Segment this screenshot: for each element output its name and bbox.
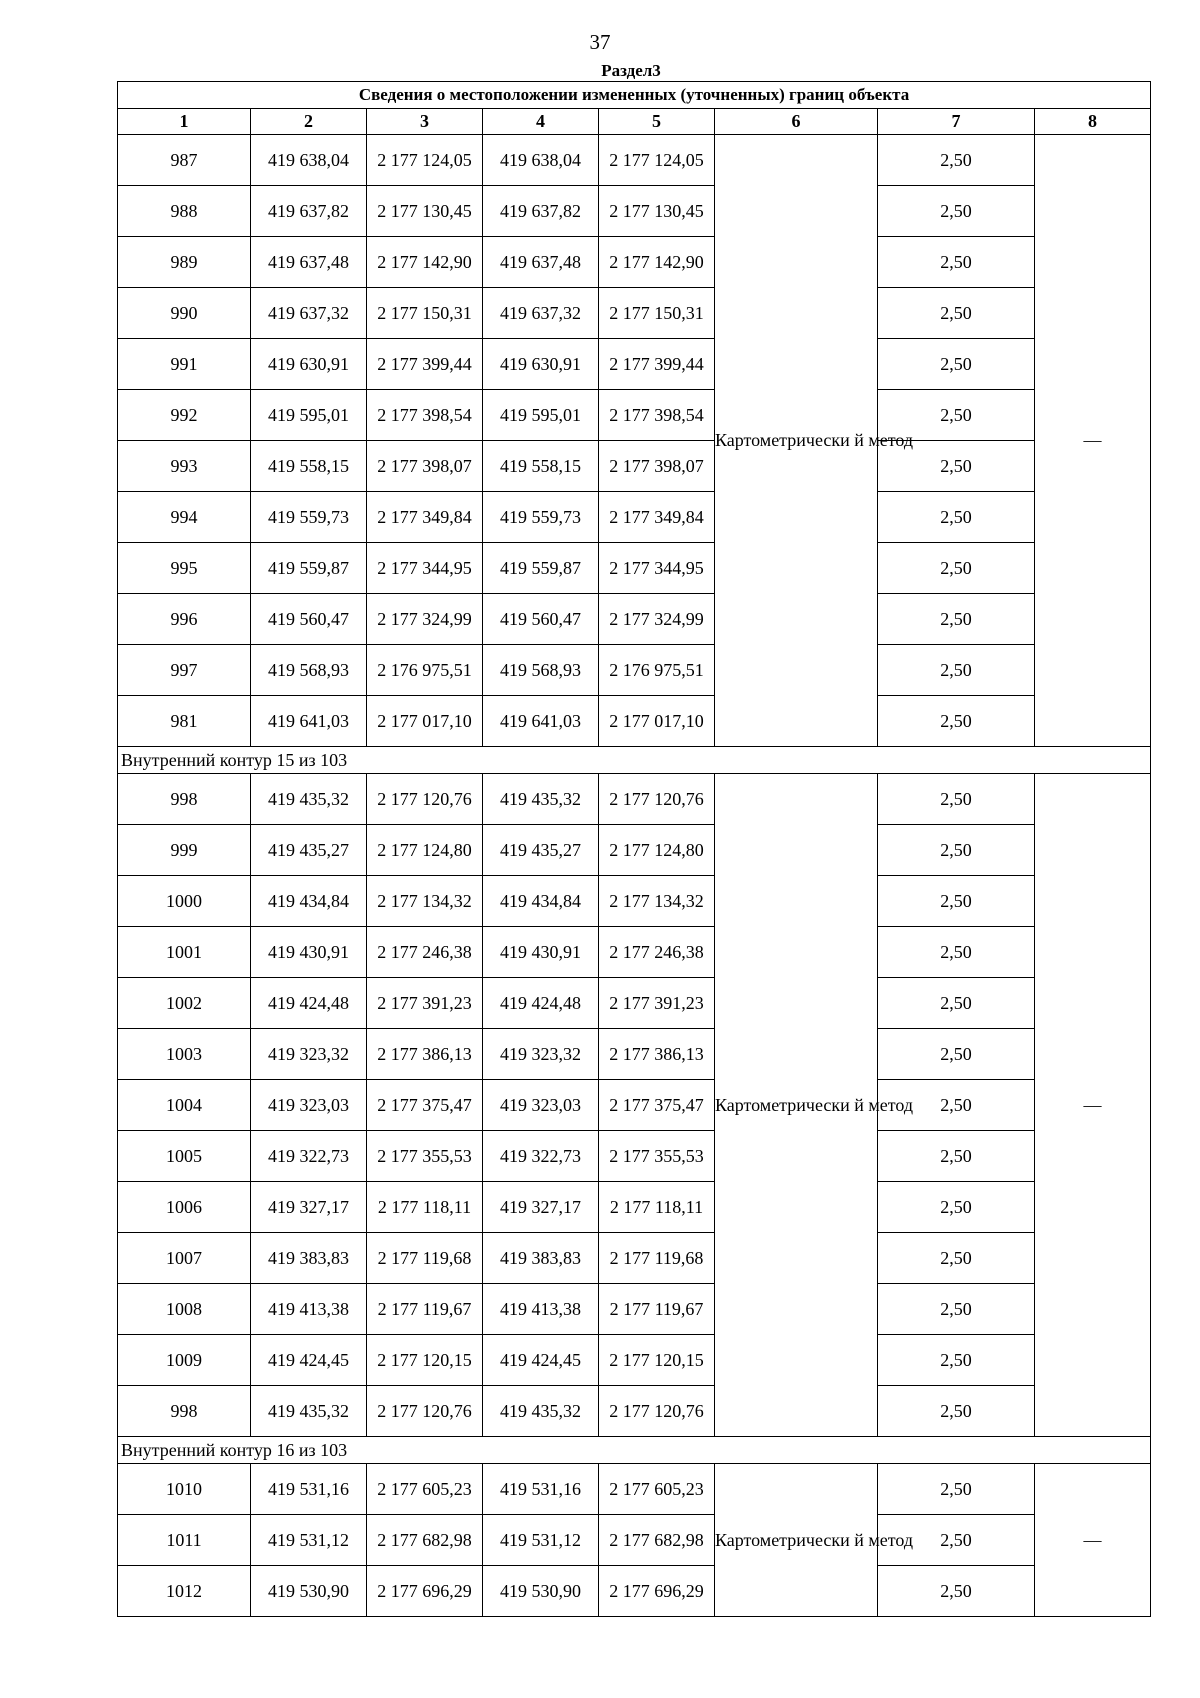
method-cell: Картометрически й метод bbox=[715, 774, 878, 1437]
y-new-cell: 2 177 017,10 bbox=[599, 696, 715, 747]
precision-cell: 2,50 bbox=[878, 1284, 1035, 1335]
y-old-cell: 2 177 391,23 bbox=[367, 978, 483, 1029]
point-number-cell: 1000 bbox=[118, 876, 251, 927]
table-row bbox=[118, 927, 1151, 978]
precision-cell: 2,50 bbox=[878, 876, 1035, 927]
x-old-cell: 419 322,73 bbox=[251, 1131, 367, 1182]
x-new-cell: 419 430,91 bbox=[483, 927, 599, 978]
y-old-cell: 2 177 120,15 bbox=[367, 1335, 483, 1386]
x-new-cell: 419 530,90 bbox=[483, 1566, 599, 1617]
y-old-cell: 2 177 386,13 bbox=[367, 1029, 483, 1080]
point-number-cell: 998 bbox=[118, 1386, 251, 1437]
y-old-cell: 2 177 398,07 bbox=[367, 441, 483, 492]
x-new-cell: 419 435,32 bbox=[483, 1386, 599, 1437]
precision-cell: 2,50 bbox=[878, 774, 1035, 825]
point-number-cell: 987 bbox=[118, 135, 251, 186]
x-old-cell: 419 531,12 bbox=[251, 1515, 367, 1566]
x-new-cell: 419 637,82 bbox=[483, 186, 599, 237]
point-number-cell: 990 bbox=[118, 288, 251, 339]
page-number: 37 bbox=[589, 30, 611, 54]
contour-label-row bbox=[118, 1437, 1151, 1464]
y-new-cell: 2 177 349,84 bbox=[599, 492, 715, 543]
x-new-cell: 419 638,04 bbox=[483, 135, 599, 186]
y-old-cell: 2 177 349,84 bbox=[367, 492, 483, 543]
y-old-cell: 2 177 120,76 bbox=[367, 1386, 483, 1437]
x-new-cell: 419 413,38 bbox=[483, 1284, 599, 1335]
y-new-cell: 2 177 399,44 bbox=[599, 339, 715, 390]
x-old-cell: 419 558,15 bbox=[251, 441, 367, 492]
precision-cell: 2,50 bbox=[878, 390, 1035, 441]
x-old-cell: 419 413,38 bbox=[251, 1284, 367, 1335]
x-new-cell: 419 559,73 bbox=[483, 492, 599, 543]
point-number-cell: 989 bbox=[118, 237, 251, 288]
table-row bbox=[118, 237, 1151, 288]
x-new-cell: 419 637,32 bbox=[483, 288, 599, 339]
x-old-cell: 419 323,32 bbox=[251, 1029, 367, 1080]
point-number-cell: 1001 bbox=[118, 927, 251, 978]
x-new-cell: 419 327,17 bbox=[483, 1182, 599, 1233]
section-label: Раздел3 bbox=[601, 61, 661, 80]
y-new-cell: 2 177 344,95 bbox=[599, 543, 715, 594]
precision-cell: 2,50 bbox=[878, 1335, 1035, 1386]
y-old-cell: 2 177 696,29 bbox=[367, 1566, 483, 1617]
x-old-cell: 419 435,32 bbox=[251, 774, 367, 825]
column-header: 2 bbox=[251, 109, 367, 135]
description-cell: — bbox=[1035, 135, 1151, 747]
table-row bbox=[118, 1182, 1151, 1233]
point-number-cell: 1004 bbox=[118, 1080, 251, 1131]
y-new-cell: 2 177 120,76 bbox=[599, 1386, 715, 1437]
y-new-cell: 2 177 398,07 bbox=[599, 441, 715, 492]
precision-cell: 2,50 bbox=[878, 186, 1035, 237]
y-old-cell: 2 177 682,98 bbox=[367, 1515, 483, 1566]
x-new-cell: 419 630,91 bbox=[483, 339, 599, 390]
point-number-cell: 1006 bbox=[118, 1182, 251, 1233]
x-new-cell: 419 424,45 bbox=[483, 1335, 599, 1386]
precision-cell: 2,50 bbox=[878, 441, 1035, 492]
precision-cell: 2,50 bbox=[878, 339, 1035, 390]
table-row bbox=[118, 1080, 1151, 1131]
precision-cell: 2,50 bbox=[878, 645, 1035, 696]
y-old-cell: 2 177 324,99 bbox=[367, 594, 483, 645]
x-new-cell: 419 424,48 bbox=[483, 978, 599, 1029]
point-number-cell: 1002 bbox=[118, 978, 251, 1029]
y-old-cell: 2 177 017,10 bbox=[367, 696, 483, 747]
x-new-cell: 419 559,87 bbox=[483, 543, 599, 594]
point-number-cell: 994 bbox=[118, 492, 251, 543]
precision-cell: 2,50 bbox=[878, 237, 1035, 288]
point-number-cell: 1011 bbox=[118, 1515, 251, 1566]
contour-label: Внутренний контур 16 из 103 bbox=[118, 1437, 1151, 1464]
precision-cell: 2,50 bbox=[878, 696, 1035, 747]
table-row bbox=[118, 825, 1151, 876]
table-row bbox=[118, 492, 1151, 543]
y-old-cell: 2 177 120,76 bbox=[367, 774, 483, 825]
x-new-cell: 419 641,03 bbox=[483, 696, 599, 747]
table-row bbox=[118, 876, 1151, 927]
point-number-cell: 996 bbox=[118, 594, 251, 645]
table-row bbox=[118, 696, 1151, 747]
table-body bbox=[118, 135, 1151, 1617]
precision-cell: 2,50 bbox=[878, 1182, 1035, 1233]
y-old-cell: 2 177 150,31 bbox=[367, 288, 483, 339]
x-new-cell: 419 560,47 bbox=[483, 594, 599, 645]
precision-cell: 2,50 bbox=[878, 1566, 1035, 1617]
table-row bbox=[118, 1029, 1151, 1080]
point-number-cell: 1007 bbox=[118, 1233, 251, 1284]
x-old-cell: 419 435,32 bbox=[251, 1386, 367, 1437]
y-new-cell: 2 177 119,67 bbox=[599, 1284, 715, 1335]
table-row bbox=[118, 339, 1151, 390]
table-row bbox=[118, 543, 1151, 594]
y-old-cell: 2 177 399,44 bbox=[367, 339, 483, 390]
y-old-cell: 2 177 134,32 bbox=[367, 876, 483, 927]
precision-cell: 2,50 bbox=[878, 1233, 1035, 1284]
x-old-cell: 419 435,27 bbox=[251, 825, 367, 876]
y-old-cell: 2 177 124,80 bbox=[367, 825, 483, 876]
x-new-cell: 419 568,93 bbox=[483, 645, 599, 696]
x-old-cell: 419 637,32 bbox=[251, 288, 367, 339]
y-old-cell: 2 177 124,05 bbox=[367, 135, 483, 186]
precision-cell: 2,50 bbox=[878, 135, 1035, 186]
table-row bbox=[118, 774, 1151, 825]
y-new-cell: 2 177 142,90 bbox=[599, 237, 715, 288]
x-new-cell: 419 435,27 bbox=[483, 825, 599, 876]
x-old-cell: 419 630,91 bbox=[251, 339, 367, 390]
y-old-cell: 2 177 142,90 bbox=[367, 237, 483, 288]
point-number-cell: 1012 bbox=[118, 1566, 251, 1617]
boundary-table bbox=[117, 81, 1151, 1617]
x-old-cell: 419 434,84 bbox=[251, 876, 367, 927]
table-row bbox=[118, 1335, 1151, 1386]
precision-cell: 2,50 bbox=[878, 978, 1035, 1029]
column-header: 5 bbox=[599, 109, 715, 135]
point-number-cell: 998 bbox=[118, 774, 251, 825]
precision-cell: 2,50 bbox=[878, 1464, 1035, 1515]
x-old-cell: 419 595,01 bbox=[251, 390, 367, 441]
x-new-cell: 419 637,48 bbox=[483, 237, 599, 288]
y-new-cell: 2 177 246,38 bbox=[599, 927, 715, 978]
y-new-cell: 2 177 118,11 bbox=[599, 1182, 715, 1233]
point-number-cell: 997 bbox=[118, 645, 251, 696]
y-old-cell: 2 176 975,51 bbox=[367, 645, 483, 696]
x-old-cell: 419 424,45 bbox=[251, 1335, 367, 1386]
y-old-cell: 2 177 355,53 bbox=[367, 1131, 483, 1182]
table-row bbox=[118, 135, 1151, 186]
x-old-cell: 419 327,17 bbox=[251, 1182, 367, 1233]
x-old-cell: 419 641,03 bbox=[251, 696, 367, 747]
table-row bbox=[118, 1386, 1151, 1437]
x-old-cell: 419 383,83 bbox=[251, 1233, 367, 1284]
y-new-cell: 2 177 355,53 bbox=[599, 1131, 715, 1182]
method-cell: Картометрически й метод bbox=[715, 135, 878, 747]
precision-cell: 2,50 bbox=[878, 594, 1035, 645]
table-title: Сведения о местоположении измененных (уточненных) границ объекта bbox=[118, 82, 1151, 109]
y-new-cell: 2 177 124,05 bbox=[599, 135, 715, 186]
point-number-cell: 993 bbox=[118, 441, 251, 492]
y-new-cell: 2 177 120,76 bbox=[599, 774, 715, 825]
x-new-cell: 419 531,16 bbox=[483, 1464, 599, 1515]
table-row bbox=[118, 1131, 1151, 1182]
table-row bbox=[118, 288, 1151, 339]
precision-cell: 2,50 bbox=[878, 927, 1035, 978]
precision-cell: 2,50 bbox=[878, 1386, 1035, 1437]
x-old-cell: 419 568,93 bbox=[251, 645, 367, 696]
column-header: 3 bbox=[367, 109, 483, 135]
column-header: 7 bbox=[878, 109, 1035, 135]
y-old-cell: 2 177 344,95 bbox=[367, 543, 483, 594]
y-new-cell: 2 177 386,13 bbox=[599, 1029, 715, 1080]
precision-cell: 2,50 bbox=[878, 1131, 1035, 1182]
y-old-cell: 2 177 375,47 bbox=[367, 1080, 483, 1131]
x-old-cell: 419 560,47 bbox=[251, 594, 367, 645]
method-cell: Картометрически й метод bbox=[715, 1464, 878, 1617]
y-old-cell: 2 177 605,23 bbox=[367, 1464, 483, 1515]
point-number-cell: 999 bbox=[118, 825, 251, 876]
y-new-cell: 2 177 605,23 bbox=[599, 1464, 715, 1515]
table-row bbox=[118, 186, 1151, 237]
y-old-cell: 2 177 398,54 bbox=[367, 390, 483, 441]
table-row bbox=[118, 1515, 1151, 1566]
y-new-cell: 2 177 682,98 bbox=[599, 1515, 715, 1566]
x-new-cell: 419 435,32 bbox=[483, 774, 599, 825]
x-new-cell: 419 383,83 bbox=[483, 1233, 599, 1284]
x-new-cell: 419 323,32 bbox=[483, 1029, 599, 1080]
x-new-cell: 419 323,03 bbox=[483, 1080, 599, 1131]
y-new-cell: 2 177 120,15 bbox=[599, 1335, 715, 1386]
y-old-cell: 2 177 119,67 bbox=[367, 1284, 483, 1335]
y-new-cell: 2 177 150,31 bbox=[599, 288, 715, 339]
x-old-cell: 419 559,73 bbox=[251, 492, 367, 543]
x-new-cell: 419 595,01 bbox=[483, 390, 599, 441]
x-old-cell: 419 430,91 bbox=[251, 927, 367, 978]
y-new-cell: 2 177 324,99 bbox=[599, 594, 715, 645]
x-new-cell: 419 531,12 bbox=[483, 1515, 599, 1566]
y-new-cell: 2 177 696,29 bbox=[599, 1566, 715, 1617]
description-cell: — bbox=[1035, 774, 1151, 1437]
y-new-cell: 2 177 375,47 bbox=[599, 1080, 715, 1131]
point-number-cell: 1008 bbox=[118, 1284, 251, 1335]
table-row bbox=[118, 594, 1151, 645]
precision-cell: 2,50 bbox=[878, 288, 1035, 339]
precision-cell: 2,50 bbox=[878, 1080, 1035, 1131]
point-number-cell: 1009 bbox=[118, 1335, 251, 1386]
y-old-cell: 2 177 130,45 bbox=[367, 186, 483, 237]
y-old-cell: 2 177 118,11 bbox=[367, 1182, 483, 1233]
table-row bbox=[118, 441, 1151, 492]
contour-label-row bbox=[118, 747, 1151, 774]
table-row bbox=[118, 1464, 1151, 1515]
y-new-cell: 2 177 124,80 bbox=[599, 825, 715, 876]
x-old-cell: 419 637,48 bbox=[251, 237, 367, 288]
y-new-cell: 2 177 398,54 bbox=[599, 390, 715, 441]
point-number-cell: 981 bbox=[118, 696, 251, 747]
column-header: 4 bbox=[483, 109, 599, 135]
table-row bbox=[118, 390, 1151, 441]
x-old-cell: 419 638,04 bbox=[251, 135, 367, 186]
y-old-cell: 2 177 246,38 bbox=[367, 927, 483, 978]
x-new-cell: 419 558,15 bbox=[483, 441, 599, 492]
column-number-row bbox=[118, 109, 1151, 135]
x-old-cell: 419 424,48 bbox=[251, 978, 367, 1029]
x-new-cell: 419 434,84 bbox=[483, 876, 599, 927]
x-old-cell: 419 531,16 bbox=[251, 1464, 367, 1515]
y-new-cell: 2 177 130,45 bbox=[599, 186, 715, 237]
point-number-cell: 1010 bbox=[118, 1464, 251, 1515]
column-header: 6 bbox=[715, 109, 878, 135]
table-row bbox=[118, 978, 1151, 1029]
point-number-cell: 995 bbox=[118, 543, 251, 594]
x-new-cell: 419 322,73 bbox=[483, 1131, 599, 1182]
y-new-cell: 2 176 975,51 bbox=[599, 645, 715, 696]
y-old-cell: 2 177 119,68 bbox=[367, 1233, 483, 1284]
contour-label: Внутренний контур 15 из 103 bbox=[118, 747, 1151, 774]
x-old-cell: 419 637,82 bbox=[251, 186, 367, 237]
precision-cell: 2,50 bbox=[878, 492, 1035, 543]
precision-cell: 2,50 bbox=[878, 543, 1035, 594]
table-row bbox=[118, 645, 1151, 696]
description-cell: — bbox=[1035, 1464, 1151, 1617]
column-header: 1 bbox=[118, 109, 251, 135]
precision-cell: 2,50 bbox=[878, 825, 1035, 876]
column-header: 8 bbox=[1035, 109, 1151, 135]
table-row bbox=[118, 1233, 1151, 1284]
table-row bbox=[118, 1566, 1151, 1617]
x-old-cell: 419 559,87 bbox=[251, 543, 367, 594]
point-number-cell: 988 bbox=[118, 186, 251, 237]
point-number-cell: 1003 bbox=[118, 1029, 251, 1080]
y-new-cell: 2 177 134,32 bbox=[599, 876, 715, 927]
point-number-cell: 992 bbox=[118, 390, 251, 441]
y-new-cell: 2 177 119,68 bbox=[599, 1233, 715, 1284]
precision-cell: 2,50 bbox=[878, 1029, 1035, 1080]
point-number-cell: 991 bbox=[118, 339, 251, 390]
table-row bbox=[118, 1284, 1151, 1335]
x-old-cell: 419 530,90 bbox=[251, 1566, 367, 1617]
x-old-cell: 419 323,03 bbox=[251, 1080, 367, 1131]
point-number-cell: 1005 bbox=[118, 1131, 251, 1182]
precision-cell: 2,50 bbox=[878, 1515, 1035, 1566]
y-new-cell: 2 177 391,23 bbox=[599, 978, 715, 1029]
